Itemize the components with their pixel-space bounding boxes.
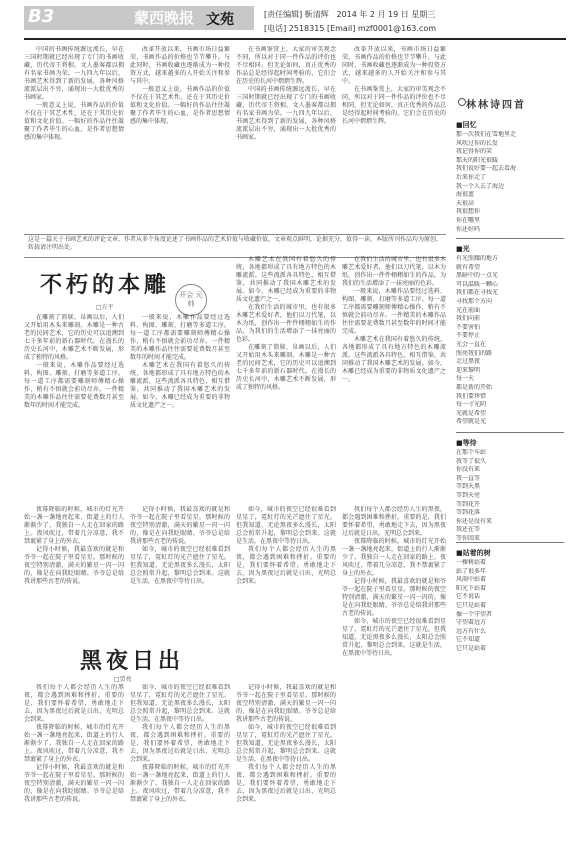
paragraph: 中国的书画传统源远流长，早在三国时期就已经出现了专门的书画收藏，历代帝王将相、文人墨客都以拥有名家书画为荣。一九四九年以后，书画艺术得到了新的发展，各种风格流派层出不穷，涌现出一大批优秀的书画家。 [24, 46, 124, 101]
article2-byline: □方平 [96, 304, 114, 311]
poem-line: 我很想你 [456, 208, 481, 216]
article3-title: 黑夜日出 [80, 648, 185, 674]
paragraph: 在雕刻了简牍、帛画以后，人们又开始用木头来雕刻。木雕是一种古老的民间艺术，它的历史可以追溯到七千多年前的新石器时代。在漫长的历史长河中，木雕艺术不断发展，形成了独特的风格。 [24, 314, 124, 361]
poem-line: 一棵树站着 [456, 559, 487, 566]
article1-col-1 [24, 46, 124, 232]
paragraph: 夜幕降临的时候，城市的灯光开始一盏一盏地亮起来，街道上的行人渐渐少了，我独自一人走在回家的路上。夜风吹过，带着几分凉意，我不禁裹紧了身上的外衣。 [24, 724, 124, 763]
poem-line: 我记得你的笑 [456, 148, 493, 156]
artist-seal: 开会 元帅 [175, 284, 207, 316]
poem-line: 在那个车站 [456, 449, 487, 456]
paragraph: 夜幕降临的时候，城市的灯光开始一盏一盏地亮起来，街道上的行人渐渐少了，我独自一人走在回家的路上。夜风吹过，带着几分凉意，我不禁裹紧了身上的外衣。 [130, 764, 230, 803]
poem-line: 你没有来 [456, 466, 481, 474]
paragraph: 改革开放以来，书画市场日益繁荣，书画作品的价格也节节攀升。与此同时，书画收藏也逐渐成为一种投资方式，越来越多的人开始关注和参与其中。 [130, 46, 230, 85]
poem-title: ■站着的树 [456, 549, 491, 557]
poem-line: 我等了很久 [456, 457, 487, 465]
sidebar-title: 林林诗四首 [466, 100, 526, 111]
poem-line: 光会一直在 [456, 340, 487, 348]
poem-line: 等到花落 [456, 509, 481, 517]
article3-col-3 [236, 506, 336, 676]
paragraph: 记得小时候，我最喜欢的就是和爷爷一起在院子里看星星。那时候的夜空特别清澈，满天的繁星一闪一闪的，像是在向我眨眼睛。爷爷总是给我讲那些古老的传说。 [24, 546, 124, 585]
article2-col-4 [342, 256, 446, 500]
poem-line: 天很高 [456, 199, 475, 207]
poem-line: 寻找那个方向 [456, 297, 493, 305]
paragraph: 记得小时候，我最喜欢的就是和爷爷一起在院子里看星星。那时候的夜空特别清澈，满天的繁星一闪一闪的，像是在向我眨眼睛。爷爷总是给我讲那些古老的传说。 [24, 764, 124, 803]
paragraph: 一般来说，木雕作品要经过选料、构图、雕刻、打磨等多道工序。每一道工序都需要雕刻师傅精心操作，稍有不慎就会前功尽弃。一件精美的木雕作品往往需要花费数月甚至数年的时间才能完成。 [24, 362, 124, 409]
article3-col-7 [236, 684, 336, 844]
paragraph: 我们每个人都会经历人生的黑夜，都会遇到困难和挫折。重要的是，我们要怀着希望，勇敢地走下去，因为黑夜过后就是日出，光明总会到来。 [24, 684, 124, 723]
poem-line: 它不说话 [456, 593, 481, 601]
contact-line: [电话] 2518315 [Email] mzf0001@163.com [264, 24, 437, 33]
poem-line: 照亮我们的路 [456, 349, 493, 357]
column-name: 蒙西晚报 [134, 9, 195, 27]
poem-line: 你还好吗 [456, 225, 481, 233]
paragraph: 我们每个人都会经历人生的黑夜，都会遇到困难和挫折。重要的是，我们要怀着希望，勇敢地走下去，因为黑夜过后就是日出，光明总会到来。 [130, 724, 230, 763]
paragraph: 一般来说，木雕作品要经过选料、构图、雕刻、打磨等多道工序。每一道工序都需要雕刻师傅精心操作，稍有不慎就会前功尽弃。一件精美的木雕作品往往需要花费数月甚至数年的时间才能完成。 [130, 314, 230, 361]
paragraph: 改革开放以来，书画市场日益繁荣，书画作品的价格也节节攀升。与此同时，书画收藏也逐渐成为一种投资方式，越来越多的人开始关注和参与其中。 [342, 46, 446, 85]
paragraph: 木雕艺术在我国有着悠久的传统，各地都形成了具有地方特色的木雕流派。这些流派各具特色，相互借鉴，共同推动了我国木雕艺术的发展。如今，木雕已经成为重要的非物质文化遗产之一。 [130, 362, 230, 409]
poem-section [456, 120, 516, 234]
poem-title: ■等待 [456, 439, 477, 447]
paragraph: 在我们生活的城市里，也有很多木雕艺术爱好者，他们以刀代笔，以木为纸，创作出一件件栩栩如生的作品，为我们的生活增添了一抹亮丽的色彩。 [342, 256, 446, 287]
poem-line: 有光照耀的地方 [456, 255, 499, 262]
poem-line: 你还是没有来 [456, 517, 493, 525]
article1-col-4 [342, 46, 446, 232]
sidebar-divider [456, 542, 564, 543]
paragraph: 一般意义上说，书画作品的价值不仅在于其艺术性，还在于其历史价值和文化价值。一幅好的作品往往凝聚了作者毕生的心血，是作者思想情感的集中体现。 [130, 86, 230, 125]
poem-line: 等到花开 [456, 500, 481, 508]
poem-line: 都是新的开始 [456, 383, 493, 391]
sidebar-divider [456, 238, 564, 239]
paragraph: 如今，城市的夜空已经很难看到星星了，霓虹灯的光芒遮住了星光。但我知道，无论黑夜多么漫长，太阳总会照常升起，黎明总会到来。这就是生活，在黑夜中等待日出。 [130, 684, 230, 723]
article1-col-2 [130, 46, 230, 232]
poem-line: 我们都在寻找光 [456, 289, 499, 297]
poem-line: 阳光下站着 [456, 584, 487, 592]
paragraph: 一般来说，木雕作品要经过选料、构图、雕刻、打磨等多道工序。每一道工序都需要雕刻师傅精心操作，稍有不慎就会前功尽弃。一件精美的木雕作品往往需要花费数月甚至数年的时间才能完成。 [342, 288, 446, 335]
poem-line: 不要停止 [456, 332, 481, 340]
poem-line: 黑暗中的一点光 [456, 272, 499, 280]
poem-line: 每一寸光阴 [456, 401, 487, 409]
poem-line: 等到天黑 [456, 483, 481, 491]
article2-col-1 [24, 314, 124, 500]
poem-line: 光在前面 [456, 306, 481, 314]
article1-col-3 [236, 46, 336, 232]
paragraph: 夜幕降临的时候，城市的灯光开始一盏一盏地亮起来，街道上的行人渐渐少了，我独自一人走在回家的路上。夜风吹过，带着几分凉意，我不禁裹紧了身上的外衣。 [342, 538, 446, 577]
poem-line: 等你回来 [456, 534, 481, 542]
article2-col-3 [236, 256, 336, 500]
poem-line: 那一次我们在雪地里走 [456, 131, 517, 138]
flower-icon [458, 98, 466, 106]
article3-col-1 [24, 506, 124, 630]
poem-line: 希望就是光 [456, 418, 487, 426]
poem-line: 像一个守望者 [456, 610, 493, 618]
poem-line: 我一个人去了海边 [456, 182, 505, 190]
paragraph: 我们每个人都会经历人生的黑夜，都会遇到困难和挫折。重要的是，我们要怀着希望，勇敢地走下去，因为黑夜过后就是日出，光明总会到来。 [236, 764, 336, 803]
poem-line: 不要害怕 [456, 323, 481, 331]
article3-byline: □贾亮 [114, 676, 132, 683]
paragraph: 如今，城市的夜空已经很难看到星星了，霓虹灯的光芒遮住了星光。但我知道，无论黑夜多么漫长，太阳总会照常升起，黎明总会到来。这就是生活，在黑夜中等待日出。 [342, 618, 446, 657]
poem-line: 站了很多年 [456, 567, 487, 575]
paragraph: 记得小时候，我最喜欢的就是和爷爷一起在院子里看星星。那时候的夜空特别清澈，满天的繁星一闪一闪的，像是在向我眨眼睛。爷爷总是给我讲那些古老的传说。 [130, 506, 230, 545]
poem-line: 你在哪里 [456, 216, 481, 224]
poem-section [456, 438, 492, 544]
article2-title: 不朽的本雕 [40, 272, 171, 298]
poem-line: 它不知道 [456, 636, 481, 644]
poem-line: 它只是站着 [456, 644, 487, 652]
poem-line: 我还在等 [456, 526, 481, 534]
poem-line: 等到天亮 [456, 491, 481, 499]
paragraph: 在我们生活的城市里，也有很多木雕艺术爱好者，他们以刀代笔，以木为纸，创作出一件件栩栩如生的作品，为我们的生活增添了一抹亮丽的色彩。 [236, 304, 336, 343]
editor: [责任编辑] 靳清辉 [264, 10, 329, 19]
paragraph: 记得小时候，我最喜欢的就是和爷爷一起在院子里看星星。那时候的夜空特别清澈，满天的繁星一闪一闪的，像是在向我眨眼睛。爷爷总是给我讲那些古老的传说。 [236, 684, 336, 723]
article3-col-5 [24, 684, 124, 844]
poem-line: 迎来黎明 [456, 366, 481, 374]
poem-line: 走过黑夜 [456, 358, 481, 366]
poem-line: 后来你走了 [456, 173, 487, 181]
poem-line: 那天的阳光很暖 [456, 156, 499, 164]
paragraph: 记得小时候，我最喜欢的就是和爷爷一起在院子里看星星。那时候的夜空特别清澈，满天的繁星一闪一闪的，像是在向我眨眼睛。爷爷总是给我讲那些古老的传说。 [342, 578, 446, 617]
poem-line: 每一天 [456, 375, 475, 383]
poem-line: 我一直等 [456, 474, 481, 482]
caption-note: 这是一篇关于书画艺术的评论文章，作者从多个角度论述了书画作品的艺术价值与收藏价值，文章观点鲜明，论据充分，值得一读。本版所刊作品均为原创，转载请注明出处。 [24, 234, 446, 258]
section-title: 文苑 [206, 12, 234, 28]
poem-line: 我们向前 [456, 315, 481, 323]
poem-line: 海很蓝 [456, 191, 475, 199]
paragraph: 在书画鉴赏上，大家的审美观念不同，所以对于同一件作品的评价也不尽相同。但无论如何，真正优秀的作品总是经得起时间考验的，它们会在历史的长河中熠熠生辉。 [342, 86, 446, 125]
poem-line: 它只是站着 [456, 601, 487, 609]
article3-col-6 [130, 684, 230, 844]
paragraph: 我们每个人都会经历人生的黑夜，都会遇到困难和挫折。重要的是，我们要怀着希望，勇敢地走下去，因为黑夜过后就是日出，光明总会到来。 [342, 506, 446, 537]
poem-line: 可以温暖一颗心 [456, 280, 499, 288]
poem-section [456, 548, 492, 654]
poem-line: 就有希望 [456, 263, 481, 271]
paragraph: 木雕艺术在我国有着悠久的传统，各地都形成了具有地方特色的木雕流派。这些流派各具特色，相互借鉴，共同推动了我国木雕艺术的发展。如今，木雕已经成为重要的非物质文化遗产之一。 [342, 336, 446, 383]
page-header [0, 0, 570, 42]
paragraph: 我们每个人都会经历人生的黑夜，都会遇到困难和挫折。重要的是，我们要怀着希望，勇敢地走下去，因为黑夜过后就是日出，光明总会到来。 [236, 546, 336, 585]
editor-date-line [264, 9, 435, 20]
paragraph: 如今，城市的夜空已经很难看到星星了，霓虹灯的光芒遮住了星光。但我知道，无论黑夜多么漫长，太阳总会照常升起，黎明总会到来。这就是生活，在黑夜中等待日出。 [236, 506, 336, 545]
paragraph: 如今，城市的夜空已经很难看到星星了，霓虹灯的光芒遮住了星光。但我知道，无论黑夜多么漫长，太阳总会照常升起，黎明总会到来。这就是生活，在黑夜中等待日出。 [236, 724, 336, 763]
poem-title: ■光 [456, 245, 470, 253]
poem-title: ■回忆 [456, 121, 477, 129]
paragraph: 如今，城市的夜空已经很难看到星星了，霓虹灯的光芒遮住了星光。但我知道，无论黑夜多么漫长，太阳总会照常升起，黎明总会到来。这就是生活，在黑夜中等待日出。 [130, 546, 230, 585]
paragraph: 一般意义上说，书画作品的价值不仅在于其艺术性，还在于其历史价值和文化价值。一幅好的作品往往凝聚了作者毕生的心血，是作者思想情感的集中体现。 [24, 102, 124, 141]
page-label: B3 [28, 6, 55, 27]
paragraph: 在雕刻了简牍、帛画以后，人们又开始用木头来雕刻。木雕是一种古老的民间艺术，它的历史可以追溯到七千多年前的新石器时代。在漫长的历史长河中，木雕艺术不断发展，形成了独特的风格。 [236, 344, 336, 391]
poem-line: 风雨中站着 [456, 576, 487, 584]
issue-date: 2014 年 2 月 19 日 星期三 [336, 10, 436, 19]
paragraph: 木雕艺术在我国有着悠久的传统，各地都形成了具有地方特色的木雕流派。这些流派各具特色，相互借鉴，共同推动了我国木雕艺术的发展。如今，木雕已经成为重要的非物质文化遗产之一。 [236, 256, 336, 303]
poem-line: 风吹过你的长发 [456, 139, 499, 147]
poem-sidebar [452, 44, 568, 844]
poem-line: 远方有什么 [456, 627, 487, 635]
paragraph: 在书画鉴赏上，大家的审美观念不同，所以对于同一件作品的评价也不尽相同。但无论如何，真正优秀的作品总是经得起时间考验的，它们会在历史的长河中熠熠生辉。 [236, 46, 336, 85]
article3-col-2 [130, 506, 230, 630]
sidebar-divider [456, 432, 564, 433]
poem-line: 光就是希望 [456, 409, 487, 417]
poem-line: 我们要珍惜 [456, 392, 487, 400]
article2-col-2 [130, 314, 230, 500]
article3-col-4 [342, 506, 446, 844]
poem-line: 我们说好要一起去看海 [456, 165, 517, 173]
paragraph: 夜幕降临的时候，城市的灯光开始一盏一盏地亮起来，街道上的行人渐渐少了，我独自一人走在回家的路上。夜风吹过，带着几分凉意，我不禁裹紧了身上的外衣。 [24, 506, 124, 545]
poem-line: 守望着远方 [456, 619, 487, 627]
header-rule [24, 38, 566, 40]
poem-section [456, 244, 498, 427]
paragraph: 中国的书画传统源远流长，早在三国时期就已经出现了专门的书画收藏，历代帝王将相、文人墨客都以拥有名家书画为荣。一九四九年以后，书画艺术得到了新的发展，各种风格流派层出不穷，涌现出一大批优秀的书画家。 [236, 86, 336, 141]
